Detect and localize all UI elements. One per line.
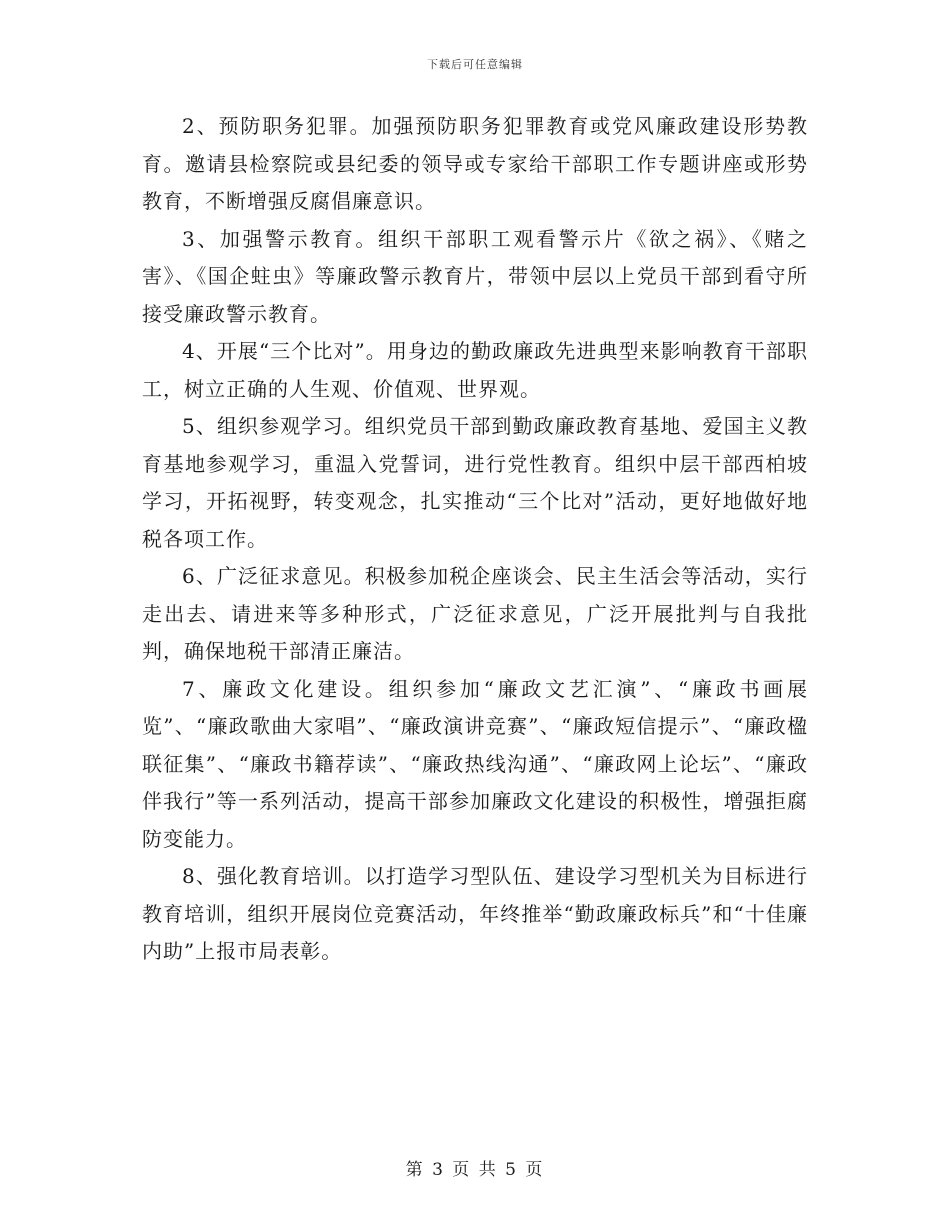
paragraph-item-4: 4、开展“三个比对”。用身边的勤政廉政先进典型来影响教育干部职工，树立正确的人生观、价值观、世界观。 <box>142 339 808 401</box>
paragraph-item-2: 2、预防职务犯罪。加强预防职务犯罪教育或党风廉政建设形势教育。邀请县检察院或县纪委的领导或专家给干部职工作专题讲座或形势教育，不断增强反腐倡廉意识。 <box>142 114 808 213</box>
paragraph-item-3: 3、加强警示教育。组织干部职工观看警示片《欲之祸》、《赌之害》、《国企蛀虫》等廉政警示教育片，带领中层以上党员干部到看守所接受廉政警示教育。 <box>142 226 808 326</box>
paragraph-item-5: 5、组织参观学习。组织党员干部到勤政廉政教育基地、爱国主义教育基地参观学习，重温入党誓词，进行党性教育。组织中层干部西柏坡学习，开拓视野，转变观念，扎实推动“三个比对”活动，更好地做好地税各项工作。 <box>142 414 808 551</box>
paragraph-item-7: 7、廉政文化建设。组织参加“廉政文艺汇演”、“廉政书画展览”、“廉政歌曲大家唱”、“廉政演讲竞赛”、“廉政短信提示”、“廉政楹联征集”、“廉政书籍荐读”、“廉政热线沟通”、“廉政网上论坛”、“廉政伴我行”等一系列活动，提高干部参加廉政文化建设的积极性，增强拒腐防变能力。 <box>142 676 808 851</box>
paragraph-item-6: 6、广泛征求意见。积极参加税企座谈会、民主生活会等活动，实行走出去、请进来等多种形式，广泛征求意见，广泛开展批判与自我批判，确保地税干部清正廉洁。 <box>142 564 808 663</box>
header-note: 下载后可任意编辑 <box>427 58 523 71</box>
document-body <box>142 108 808 971</box>
page-number: 第 3 页 共 5 页 <box>405 1160 545 1180</box>
paragraph-item-8: 8、强化教育培训。以打造学习型队伍、建设学习型机关为目标进行教育培训，组织开展岗位竞赛活动，年终推举“勤政廉政标兵”和“十佳廉内助”上报市局表彰。 <box>142 864 808 963</box>
